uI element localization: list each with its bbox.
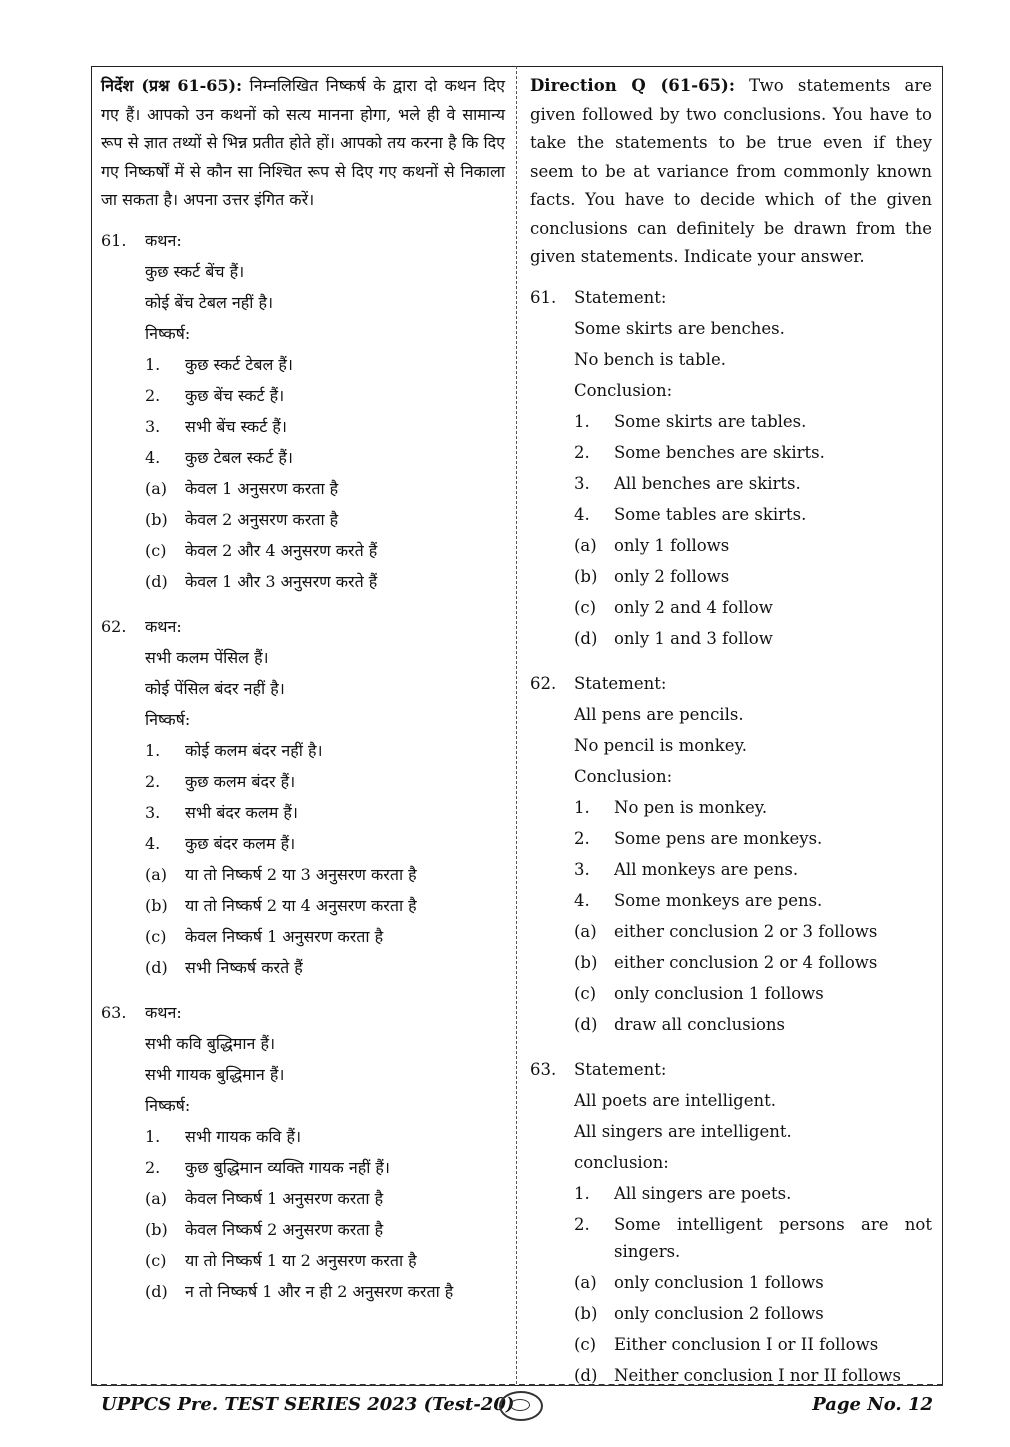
conclusion-label: Conclusion: xyxy=(574,766,673,786)
answer-option xyxy=(145,1214,505,1245)
conclusion-number: 3. xyxy=(145,416,161,436)
conclusion-item xyxy=(145,380,505,411)
conclusion-text: Some benches are skirts. xyxy=(614,442,825,462)
option-text: केवल 1 और 3 अनुसरण करते हैं xyxy=(185,571,378,591)
answer-option xyxy=(145,859,505,890)
question-62 xyxy=(530,668,932,1040)
option-text: केवल निष्कर्ष 1 अनुसरण करता है xyxy=(185,926,384,946)
conclusion-number: 3. xyxy=(145,802,161,822)
question-body xyxy=(101,256,505,597)
option-letter: (d) xyxy=(145,1281,168,1301)
answer-option xyxy=(145,535,505,566)
option-text: केवल निष्कर्ष 2 अनुसरण करता है xyxy=(185,1219,384,1239)
question-61 xyxy=(530,282,932,654)
option-text: Neither conclusion I nor II follows xyxy=(614,1365,901,1385)
question-number: 62. xyxy=(101,616,127,636)
option-letter: (a) xyxy=(145,1188,168,1208)
option-text: केवल 2 और 4 अनुसरण करते हैं xyxy=(185,540,378,560)
option-letter: (b) xyxy=(145,509,168,529)
hindi-direction xyxy=(101,72,505,215)
conclusion-number: 1. xyxy=(574,411,590,431)
conclusion-item xyxy=(574,885,932,916)
option-letter: (b) xyxy=(574,566,598,586)
conclusion-item xyxy=(574,499,932,530)
answer-option xyxy=(574,592,932,623)
conclusion-number: 2. xyxy=(145,385,161,405)
conclusion-item xyxy=(145,1121,505,1152)
conclusion-text: Some tables are skirts. xyxy=(614,504,807,524)
option-text: only 2 follows xyxy=(614,566,730,586)
conclusion-text: Some skirts are tables. xyxy=(614,411,807,431)
answer-option xyxy=(145,504,505,535)
question-63 xyxy=(530,1054,932,1391)
question-body xyxy=(530,1085,932,1391)
statement-text: All poets are intelligent. xyxy=(574,1090,777,1110)
option-letter: (a) xyxy=(145,864,168,884)
column-divider xyxy=(516,66,517,1384)
option-letter: (d) xyxy=(145,957,168,977)
conclusion-number: 1. xyxy=(145,354,161,374)
question-number: 63. xyxy=(530,1059,557,1079)
conclusion-number: 2. xyxy=(574,442,590,462)
footer-page-number: Page No. 12 xyxy=(812,1393,933,1415)
conclusion-text: Some monkeys are pens. xyxy=(614,890,823,910)
answer-option xyxy=(574,530,932,561)
option-text: या तो निष्कर्ष 1 या 2 अनुसरण करता है xyxy=(185,1250,417,1270)
conclusion-item xyxy=(145,1152,505,1183)
conclusion-number: 2. xyxy=(145,771,161,791)
option-text: केवल निष्कर्ष 1 अनुसरण करता है xyxy=(185,1188,384,1208)
answer-option xyxy=(145,890,505,921)
english-direction xyxy=(530,72,932,272)
footer-series: UPPCS Pre. TEST SERIES 2023 (Test-20) xyxy=(101,1393,515,1415)
question-number: 62. xyxy=(530,673,557,693)
conclusion-item xyxy=(145,797,505,828)
conclusion-label: conclusion: xyxy=(574,1152,669,1172)
option-letter: (b) xyxy=(574,1303,598,1323)
conclusion-number: 1. xyxy=(145,740,161,760)
statement-text: कोई बेंच टेबल नहीं है। xyxy=(145,292,274,312)
answer-option xyxy=(145,473,505,504)
answer-option xyxy=(574,1009,932,1040)
statement-text: सभी गायक बुद्धिमान हैं। xyxy=(145,1064,285,1084)
statement-label: कथन: xyxy=(145,230,182,250)
conclusion-item xyxy=(145,442,505,473)
option-letter: (d) xyxy=(145,571,168,591)
option-text: either conclusion 2 or 3 follows xyxy=(614,921,878,941)
question-header xyxy=(530,282,932,313)
conclusion-text: सभी गायक कवि हैं। xyxy=(185,1126,302,1146)
question-body xyxy=(530,699,932,1040)
option-letter: (b) xyxy=(145,1219,168,1239)
conclusion-label: निष्कर्ष: xyxy=(145,709,191,729)
option-letter: (d) xyxy=(574,1014,598,1034)
statement-text: No pencil is monkey. xyxy=(574,735,747,755)
option-letter: (c) xyxy=(145,926,167,946)
answer-option xyxy=(574,623,932,654)
option-letter: (c) xyxy=(145,540,167,560)
conclusion-text: All benches are skirts. xyxy=(614,473,801,493)
conclusion-item xyxy=(574,792,932,823)
answer-option xyxy=(574,1267,932,1298)
option-text: सभी निष्कर्ष करते हैं xyxy=(185,957,303,977)
conclusion-text: कुछ कलम बंदर हैं। xyxy=(185,771,296,791)
option-text: draw all conclusions xyxy=(614,1014,786,1034)
question-header xyxy=(101,225,505,256)
option-letter: (c) xyxy=(145,1250,167,1270)
option-text: Either conclusion I or II follows xyxy=(614,1334,879,1354)
conclusion-text: All singers are poets. xyxy=(614,1183,792,1203)
conclusion-number: 4. xyxy=(574,504,590,524)
statement-text: All pens are pencils. xyxy=(574,704,744,724)
question-header xyxy=(530,668,932,699)
conclusion-item xyxy=(574,437,932,468)
conclusion-text: कुछ बुद्धिमान व्यक्ति गायक नहीं हैं। xyxy=(185,1157,390,1177)
answer-option xyxy=(145,1183,505,1214)
answer-option xyxy=(145,952,505,983)
question-63 xyxy=(101,997,505,1307)
conclusion-text: सभी बेंच स्कर्ट हैं। xyxy=(185,416,287,436)
conclusion-item xyxy=(574,406,932,437)
answer-option xyxy=(574,1298,932,1329)
option-text: only 1 and 3 follow xyxy=(614,628,773,648)
conclusion-number: 2. xyxy=(145,1157,161,1177)
conclusion-item xyxy=(574,1209,932,1267)
option-letter: (d) xyxy=(574,628,598,648)
conclusion-number: 3. xyxy=(574,859,590,879)
hindi-direction-label: निर्देश (प्रश्न 61-65): xyxy=(101,76,243,95)
statement-text: Some skirts are benches. xyxy=(574,318,785,338)
answer-option xyxy=(574,916,932,947)
conclusion-number: 4. xyxy=(574,890,590,910)
statement-label: Statement: xyxy=(574,673,667,693)
option-text: केवल 1 अनुसरण करता है xyxy=(185,478,339,498)
statement-label: Statement: xyxy=(574,287,667,307)
option-text: केवल 2 अनुसरण करता है xyxy=(185,509,339,529)
option-letter: (a) xyxy=(574,921,597,941)
conclusion-number: 1. xyxy=(145,1126,161,1146)
option-letter: (a) xyxy=(574,535,597,555)
question-header xyxy=(101,997,505,1028)
conclusion-number: 4. xyxy=(145,447,161,467)
conclusion-text: Some pens are monkeys. xyxy=(614,828,823,848)
option-text: only 2 and 4 follow xyxy=(614,597,773,617)
question-body xyxy=(101,1028,505,1307)
conclusion-text: कुछ बंदर कलम हैं। xyxy=(185,833,296,853)
conclusion-item xyxy=(574,854,932,885)
question-number: 61. xyxy=(101,230,127,250)
answer-option xyxy=(574,978,932,1009)
option-text: only 1 follows xyxy=(614,535,730,555)
conclusion-item xyxy=(574,468,932,499)
hindi-questions xyxy=(101,225,505,1307)
statement-text: All singers are intelligent. xyxy=(574,1121,792,1141)
option-letter: (c) xyxy=(574,597,597,617)
english-questions xyxy=(530,282,932,1391)
conclusion-text: कुछ स्कर्ट टेबल हैं। xyxy=(185,354,293,374)
conclusion-number: 1. xyxy=(574,1183,590,1203)
answer-option xyxy=(145,1276,505,1307)
option-text: या तो निष्कर्ष 2 या 4 अनुसरण करता है xyxy=(185,895,417,915)
conclusion-item xyxy=(145,828,505,859)
conclusion-text: कोई कलम बंदर नहीं है। xyxy=(185,740,323,760)
answer-option xyxy=(145,566,505,597)
conclusion-label: Conclusion: xyxy=(574,380,673,400)
answer-option xyxy=(145,1245,505,1276)
hindi-column xyxy=(101,72,505,1321)
option-letter: (d) xyxy=(574,1365,598,1385)
answer-option xyxy=(145,921,505,952)
conclusion-number: 2. xyxy=(574,828,590,848)
statement-text: कोई पेंसिल बंदर नहीं है। xyxy=(145,678,285,698)
conclusion-text: सभी बंदर कलम हैं। xyxy=(185,802,298,822)
statement-text: सभी कलम पेंसिल हैं। xyxy=(145,647,269,667)
conclusion-item xyxy=(145,735,505,766)
statement-text: कुछ स्कर्ट बेंच हैं। xyxy=(145,261,245,281)
option-letter: (b) xyxy=(145,895,168,915)
conclusion-item xyxy=(145,411,505,442)
option-text: only conclusion 2 follows xyxy=(614,1303,824,1323)
english-direction-label: Direction Q (61-65): xyxy=(530,76,735,95)
conclusion-number: 4. xyxy=(145,833,161,853)
conclusion-label: निष्कर्ष: xyxy=(145,323,191,343)
question-61 xyxy=(101,225,505,597)
conclusion-text: No pen is monkey. xyxy=(614,797,768,817)
option-text: only conclusion 1 follows xyxy=(614,1272,824,1292)
conclusion-text: Some intelligent persons are not singers. xyxy=(614,1214,932,1261)
conclusion-number: 2. xyxy=(574,1214,590,1234)
english-direction-text: Two statements are given followed by two conclusions. You have to take the statements to be true even if they seem to be at variance from commonly known facts. You have to decide which of the given conclusions can definitely be drawn from the given statements. Indicate your answer. xyxy=(530,76,933,266)
option-text: न तो निष्कर्ष 1 और न ही 2 अनुसरण करता है xyxy=(185,1281,454,1301)
statement-text: No bench is table. xyxy=(574,349,726,369)
statement-label: कथन: xyxy=(145,1002,182,1022)
conclusion-text: All monkeys are pens. xyxy=(614,859,799,879)
answer-option xyxy=(574,947,932,978)
option-letter: (b) xyxy=(574,952,598,972)
question-62 xyxy=(101,611,505,983)
conclusion-item xyxy=(574,1178,932,1209)
publisher-logo-icon xyxy=(499,1391,543,1421)
conclusion-item xyxy=(145,766,505,797)
option-text: या तो निष्कर्ष 2 या 3 अनुसरण करता है xyxy=(185,864,417,884)
question-number: 63. xyxy=(101,1002,127,1022)
question-header xyxy=(101,611,505,642)
question-header xyxy=(530,1054,932,1085)
conclusion-label: निष्कर्ष: xyxy=(145,1095,191,1115)
conclusion-item xyxy=(574,823,932,854)
option-letter: (c) xyxy=(574,1334,597,1354)
answer-option xyxy=(574,561,932,592)
option-text: only conclusion 1 follows xyxy=(614,983,824,1003)
answer-option xyxy=(574,1329,932,1360)
statement-label: कथन: xyxy=(145,616,182,636)
english-column xyxy=(530,72,932,1405)
conclusion-text: कुछ बेंच स्कर्ट हैं। xyxy=(185,385,285,405)
conclusion-number: 3. xyxy=(574,473,590,493)
question-body xyxy=(101,642,505,983)
option-letter: (c) xyxy=(574,983,597,1003)
question-number: 61. xyxy=(530,287,557,307)
conclusion-item xyxy=(145,349,505,380)
question-body xyxy=(530,313,932,654)
option-text: either conclusion 2 or 4 follows xyxy=(614,952,878,972)
option-letter: (a) xyxy=(145,478,168,498)
conclusion-text: कुछ टेबल स्कर्ट हैं। xyxy=(185,447,293,467)
option-letter: (a) xyxy=(574,1272,597,1292)
hindi-direction-text: निम्नलिखित निष्कर्ष के द्वारा दो कथन दिए गए हैं। आपको उन कथनों को सत्य मानना होगा, भले ही वे सामान्य रूप से ज्ञात तथ्यों से भिन्न प्रतीत होते हों। आपको तय करना है कि दिए गए निष्कर्षों में से कौन सा निश्चित रूप से दिए गए कथनों से निकाला जा सकता है। अपना उत्तर इंगित करें। xyxy=(101,76,505,209)
statement-label: Statement: xyxy=(574,1059,667,1079)
conclusion-number: 1. xyxy=(574,797,590,817)
statement-text: सभी कवि बुद्धिमान हैं। xyxy=(145,1033,276,1053)
